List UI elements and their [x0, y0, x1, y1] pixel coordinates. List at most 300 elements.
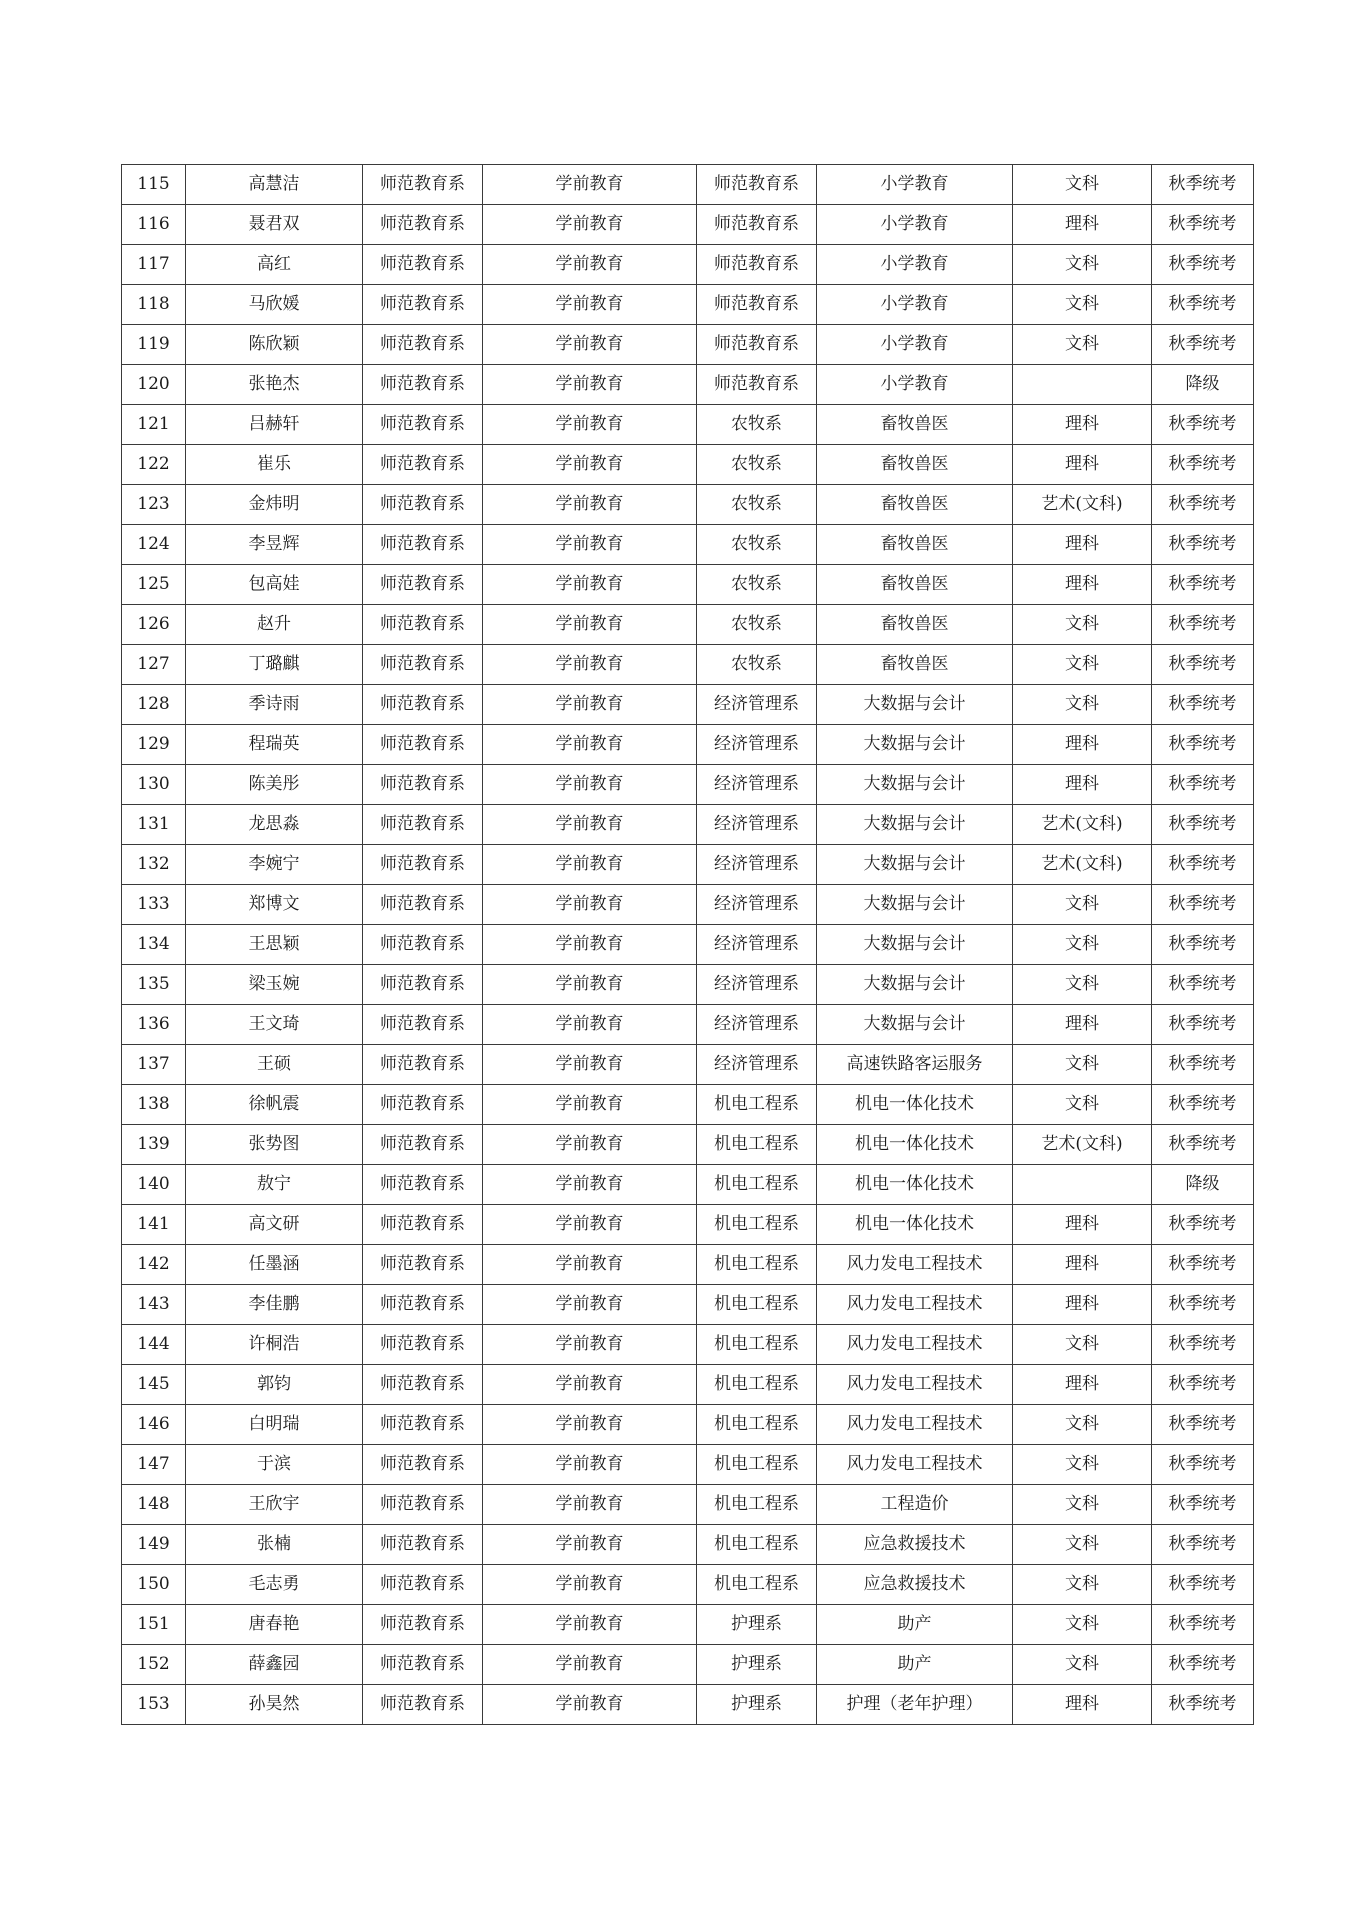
- cell-subject-category: 理科: [1013, 445, 1152, 485]
- cell-status: 降级: [1152, 365, 1254, 405]
- cell-target-major: 工程造价: [817, 1485, 1013, 1525]
- cell-index: 126: [122, 605, 186, 645]
- cell-original-department: 师范教育系: [363, 805, 483, 845]
- cell-target-major: 小学教育: [817, 285, 1013, 325]
- cell-target-major: 风力发电工程技术: [817, 1285, 1013, 1325]
- cell-target-major: 风力发电工程技术: [817, 1325, 1013, 1365]
- cell-original-department: 师范教育系: [363, 205, 483, 245]
- cell-target-major: 小学教育: [817, 325, 1013, 365]
- cell-target-department: 护理系: [697, 1685, 817, 1725]
- cell-original-department: 师范教育系: [363, 405, 483, 445]
- cell-subject-category: [1013, 365, 1152, 405]
- cell-original-department: 师范教育系: [363, 1525, 483, 1565]
- table-row: [122, 445, 1254, 485]
- cell-subject-category: 理科: [1013, 405, 1152, 445]
- table-row: [122, 1205, 1254, 1245]
- cell-target-department: 农牧系: [697, 645, 817, 685]
- cell-target-department: 师范教育系: [697, 285, 817, 325]
- cell-target-department: 经济管理系: [697, 1045, 817, 1085]
- table-row: [122, 285, 1254, 325]
- cell-index: 133: [122, 885, 186, 925]
- cell-original-department: 师范教育系: [363, 1565, 483, 1605]
- cell-original-department: 师范教育系: [363, 1165, 483, 1205]
- cell-original-major: 学前教育: [483, 1005, 697, 1045]
- cell-name: 吕赫轩: [186, 405, 363, 445]
- cell-status: 秋季统考: [1152, 1485, 1254, 1525]
- cell-name: 高红: [186, 245, 363, 285]
- cell-target-department: 农牧系: [697, 445, 817, 485]
- cell-subject-category: 理科: [1013, 725, 1152, 765]
- cell-target-major: 风力发电工程技术: [817, 1445, 1013, 1485]
- cell-target-department: 机电工程系: [697, 1485, 817, 1525]
- table-row: [122, 405, 1254, 445]
- cell-target-department: 机电工程系: [697, 1405, 817, 1445]
- cell-name: 丁璐麒: [186, 645, 363, 685]
- cell-name: 孙昊然: [186, 1685, 363, 1725]
- cell-original-major: 学前教育: [483, 1365, 697, 1405]
- cell-original-major: 学前教育: [483, 1125, 697, 1165]
- cell-target-department: 农牧系: [697, 405, 817, 445]
- cell-name: 李佳鹏: [186, 1285, 363, 1325]
- cell-index: 140: [122, 1165, 186, 1205]
- cell-name: 高慧洁: [186, 165, 363, 205]
- cell-original-department: 师范教育系: [363, 1485, 483, 1525]
- cell-original-major: 学前教育: [483, 885, 697, 925]
- cell-original-department: 师范教育系: [363, 885, 483, 925]
- cell-subject-category: 文科: [1013, 605, 1152, 645]
- cell-index: 120: [122, 365, 186, 405]
- cell-original-department: 师范教育系: [363, 1445, 483, 1485]
- cell-target-department: 经济管理系: [697, 965, 817, 1005]
- cell-original-department: 师范教育系: [363, 1365, 483, 1405]
- cell-subject-category: 理科: [1013, 1205, 1152, 1245]
- cell-name: 王思颖: [186, 925, 363, 965]
- cell-original-major: 学前教育: [483, 1685, 697, 1725]
- cell-subject-category: 文科: [1013, 1485, 1152, 1525]
- cell-status: 秋季统考: [1152, 1085, 1254, 1125]
- cell-original-major: 学前教育: [483, 1485, 697, 1525]
- table-row: [122, 1365, 1254, 1405]
- table-row: [122, 1565, 1254, 1605]
- cell-index: 131: [122, 805, 186, 845]
- cell-target-major: 畜牧兽医: [817, 645, 1013, 685]
- cell-original-department: 师范教育系: [363, 645, 483, 685]
- cell-name: 张势图: [186, 1125, 363, 1165]
- cell-name: 聂君双: [186, 205, 363, 245]
- cell-original-department: 师范教育系: [363, 1245, 483, 1285]
- cell-original-department: 师范教育系: [363, 565, 483, 605]
- cell-index: 115: [122, 165, 186, 205]
- cell-original-department: 师范教育系: [363, 605, 483, 645]
- cell-index: 135: [122, 965, 186, 1005]
- cell-target-major: 大数据与会计: [817, 885, 1013, 925]
- cell-target-department: 机电工程系: [697, 1205, 817, 1245]
- cell-status: 秋季统考: [1152, 525, 1254, 565]
- table-row: [122, 365, 1254, 405]
- cell-index: 143: [122, 1285, 186, 1325]
- cell-original-major: 学前教育: [483, 1085, 697, 1125]
- cell-target-department: 护理系: [697, 1645, 817, 1685]
- cell-original-major: 学前教育: [483, 1325, 697, 1365]
- cell-index: 149: [122, 1525, 186, 1565]
- cell-subject-category: 文科: [1013, 925, 1152, 965]
- cell-index: 144: [122, 1325, 186, 1365]
- cell-subject-category: 文科: [1013, 325, 1152, 365]
- cell-subject-category: 文科: [1013, 645, 1152, 685]
- cell-index: 122: [122, 445, 186, 485]
- cell-index: 132: [122, 845, 186, 885]
- cell-subject-category: 艺术(文科): [1013, 845, 1152, 885]
- cell-status: 秋季统考: [1152, 1045, 1254, 1085]
- cell-original-major: 学前教育: [483, 1205, 697, 1245]
- cell-name: 徐帆震: [186, 1085, 363, 1125]
- cell-index: 121: [122, 405, 186, 445]
- cell-original-department: 师范教育系: [363, 925, 483, 965]
- cell-index: 142: [122, 1245, 186, 1285]
- cell-original-major: 学前教育: [483, 765, 697, 805]
- table-body: [122, 165, 1254, 1725]
- cell-subject-category: 文科: [1013, 1605, 1152, 1645]
- cell-status: 秋季统考: [1152, 1245, 1254, 1285]
- cell-target-department: 经济管理系: [697, 805, 817, 845]
- cell-name: 张楠: [186, 1525, 363, 1565]
- table-row: [122, 1645, 1254, 1685]
- cell-status: 秋季统考: [1152, 565, 1254, 605]
- cell-original-department: 师范教育系: [363, 1285, 483, 1325]
- cell-target-department: 农牧系: [697, 605, 817, 645]
- cell-index: 116: [122, 205, 186, 245]
- table-row: [122, 1245, 1254, 1285]
- cell-subject-category: 理科: [1013, 1285, 1152, 1325]
- cell-status: 秋季统考: [1152, 245, 1254, 285]
- cell-subject-category: 文科: [1013, 885, 1152, 925]
- table-row: [122, 805, 1254, 845]
- cell-original-department: 师范教育系: [363, 1605, 483, 1645]
- cell-name: 王硕: [186, 1045, 363, 1085]
- cell-status: 秋季统考: [1152, 405, 1254, 445]
- table-row: [122, 325, 1254, 365]
- cell-target-department: 机电工程系: [697, 1565, 817, 1605]
- cell-target-department: 农牧系: [697, 565, 817, 605]
- table-row: [122, 165, 1254, 205]
- table-row: [122, 1445, 1254, 1485]
- cell-target-major: 大数据与会计: [817, 965, 1013, 1005]
- cell-name: 包高娃: [186, 565, 363, 605]
- cell-index: 148: [122, 1485, 186, 1525]
- cell-index: 150: [122, 1565, 186, 1605]
- cell-index: 117: [122, 245, 186, 285]
- table-row: [122, 1485, 1254, 1525]
- cell-target-major: 风力发电工程技术: [817, 1365, 1013, 1405]
- cell-target-department: 经济管理系: [697, 845, 817, 885]
- cell-name: 龙思淼: [186, 805, 363, 845]
- cell-original-department: 师范教育系: [363, 525, 483, 565]
- cell-original-major: 学前教育: [483, 245, 697, 285]
- cell-original-major: 学前教育: [483, 685, 697, 725]
- cell-target-department: 护理系: [697, 1605, 817, 1645]
- cell-index: 146: [122, 1405, 186, 1445]
- cell-target-department: 师范教育系: [697, 245, 817, 285]
- cell-original-department: 师范教育系: [363, 1085, 483, 1125]
- cell-original-department: 师范教育系: [363, 685, 483, 725]
- cell-name: 马欣媛: [186, 285, 363, 325]
- cell-index: 128: [122, 685, 186, 725]
- cell-index: 129: [122, 725, 186, 765]
- cell-status: 秋季统考: [1152, 1205, 1254, 1245]
- cell-index: 134: [122, 925, 186, 965]
- cell-target-major: 畜牧兽医: [817, 605, 1013, 645]
- cell-original-major: 学前教育: [483, 565, 697, 605]
- cell-target-major: 畜牧兽医: [817, 565, 1013, 605]
- table-row: [122, 1165, 1254, 1205]
- cell-original-major: 学前教育: [483, 1405, 697, 1445]
- cell-original-major: 学前教育: [483, 1605, 697, 1645]
- table-row: [122, 1085, 1254, 1125]
- cell-name: 郑博文: [186, 885, 363, 925]
- cell-subject-category: 理科: [1013, 205, 1152, 245]
- cell-status: 秋季统考: [1152, 1285, 1254, 1325]
- cell-original-major: 学前教育: [483, 965, 697, 1005]
- cell-status: 秋季统考: [1152, 1365, 1254, 1405]
- cell-original-major: 学前教育: [483, 1565, 697, 1605]
- cell-original-department: 师范教育系: [363, 285, 483, 325]
- cell-status: 秋季统考: [1152, 845, 1254, 885]
- cell-original-major: 学前教育: [483, 205, 697, 245]
- table-row: [122, 925, 1254, 965]
- cell-status: 秋季统考: [1152, 1565, 1254, 1605]
- cell-target-department: 机电工程系: [697, 1525, 817, 1565]
- cell-target-department: 经济管理系: [697, 925, 817, 965]
- cell-name: 任墨涵: [186, 1245, 363, 1285]
- cell-original-department: 师范教育系: [363, 965, 483, 1005]
- cell-status: 秋季统考: [1152, 1325, 1254, 1365]
- table-row: [122, 1005, 1254, 1045]
- cell-subject-category: 理科: [1013, 525, 1152, 565]
- cell-status: 秋季统考: [1152, 1005, 1254, 1045]
- cell-target-department: 机电工程系: [697, 1325, 817, 1365]
- cell-index: 153: [122, 1685, 186, 1725]
- cell-target-department: 师范教育系: [697, 325, 817, 365]
- cell-name: 崔乐: [186, 445, 363, 485]
- cell-original-major: 学前教育: [483, 445, 697, 485]
- cell-status: 秋季统考: [1152, 965, 1254, 1005]
- cell-subject-category: 理科: [1013, 1005, 1152, 1045]
- cell-name: 李昱辉: [186, 525, 363, 565]
- document-page: [121, 164, 1254, 1725]
- table-row: [122, 725, 1254, 765]
- cell-target-department: 机电工程系: [697, 1245, 817, 1285]
- cell-original-major: 学前教育: [483, 1245, 697, 1285]
- cell-original-department: 师范教育系: [363, 325, 483, 365]
- cell-subject-category: 文科: [1013, 1405, 1152, 1445]
- table-row: [122, 245, 1254, 285]
- cell-status: 秋季统考: [1152, 1685, 1254, 1725]
- cell-target-major: 大数据与会计: [817, 725, 1013, 765]
- cell-original-major: 学前教育: [483, 165, 697, 205]
- cell-target-major: 机电一体化技术: [817, 1125, 1013, 1165]
- table-row: [122, 1685, 1254, 1725]
- cell-index: 125: [122, 565, 186, 605]
- cell-target-department: 农牧系: [697, 485, 817, 525]
- table-row: [122, 965, 1254, 1005]
- cell-name: 陈欣颖: [186, 325, 363, 365]
- cell-target-department: 经济管理系: [697, 685, 817, 725]
- table-row: [122, 685, 1254, 725]
- cell-original-department: 师范教育系: [363, 1125, 483, 1165]
- cell-subject-category: 理科: [1013, 765, 1152, 805]
- cell-status: 秋季统考: [1152, 1645, 1254, 1685]
- cell-status: 秋季统考: [1152, 205, 1254, 245]
- cell-target-major: 大数据与会计: [817, 845, 1013, 885]
- cell-index: 151: [122, 1605, 186, 1645]
- cell-target-department: 机电工程系: [697, 1365, 817, 1405]
- cell-index: 137: [122, 1045, 186, 1085]
- cell-original-department: 师范教育系: [363, 245, 483, 285]
- cell-target-department: 机电工程系: [697, 1285, 817, 1325]
- table-row: [122, 1525, 1254, 1565]
- cell-status: 秋季统考: [1152, 685, 1254, 725]
- cell-target-major: 机电一体化技术: [817, 1205, 1013, 1245]
- cell-subject-category: 理科: [1013, 1245, 1152, 1285]
- cell-index: 124: [122, 525, 186, 565]
- cell-original-major: 学前教育: [483, 285, 697, 325]
- cell-status: 秋季统考: [1152, 765, 1254, 805]
- cell-original-department: 师范教育系: [363, 445, 483, 485]
- table-row: [122, 765, 1254, 805]
- table-row: [122, 525, 1254, 565]
- cell-subject-category: 文科: [1013, 1565, 1152, 1605]
- cell-subject-category: 文科: [1013, 1525, 1152, 1565]
- cell-target-department: 师范教育系: [697, 365, 817, 405]
- cell-status: 秋季统考: [1152, 1525, 1254, 1565]
- cell-target-major: 小学教育: [817, 245, 1013, 285]
- cell-subject-category: 理科: [1013, 1365, 1152, 1405]
- cell-name: 陈美彤: [186, 765, 363, 805]
- cell-status: 秋季统考: [1152, 1445, 1254, 1485]
- table-row: [122, 1285, 1254, 1325]
- cell-target-major: 大数据与会计: [817, 1005, 1013, 1045]
- cell-original-department: 师范教育系: [363, 1005, 483, 1045]
- table-row: [122, 485, 1254, 525]
- cell-index: 141: [122, 1205, 186, 1245]
- cell-original-major: 学前教育: [483, 405, 697, 445]
- cell-original-major: 学前教育: [483, 645, 697, 685]
- cell-target-major: 小学教育: [817, 165, 1013, 205]
- cell-status: 秋季统考: [1152, 1605, 1254, 1645]
- cell-subject-category: [1013, 1165, 1152, 1205]
- cell-name: 季诗雨: [186, 685, 363, 725]
- cell-original-department: 师范教育系: [363, 1045, 483, 1085]
- cell-target-department: 经济管理系: [697, 765, 817, 805]
- cell-subject-category: 文科: [1013, 245, 1152, 285]
- cell-original-major: 学前教育: [483, 525, 697, 565]
- cell-target-major: 畜牧兽医: [817, 405, 1013, 445]
- cell-name: 梁玉婉: [186, 965, 363, 1005]
- cell-original-department: 师范教育系: [363, 1405, 483, 1445]
- cell-original-department: 师范教育系: [363, 165, 483, 205]
- cell-original-department: 师范教育系: [363, 725, 483, 765]
- cell-target-major: 小学教育: [817, 205, 1013, 245]
- cell-status: 秋季统考: [1152, 885, 1254, 925]
- cell-name: 毛志勇: [186, 1565, 363, 1605]
- cell-original-major: 学前教育: [483, 1045, 697, 1085]
- cell-subject-category: 文科: [1013, 1325, 1152, 1365]
- table-row: [122, 1125, 1254, 1165]
- cell-name: 张艳杰: [186, 365, 363, 405]
- cell-name: 敖宁: [186, 1165, 363, 1205]
- table-row: [122, 645, 1254, 685]
- cell-original-major: 学前教育: [483, 1165, 697, 1205]
- cell-subject-category: 艺术(文科): [1013, 1125, 1152, 1165]
- cell-original-major: 学前教育: [483, 485, 697, 525]
- cell-index: 127: [122, 645, 186, 685]
- cell-name: 郭钧: [186, 1365, 363, 1405]
- cell-original-major: 学前教育: [483, 325, 697, 365]
- cell-original-department: 师范教育系: [363, 1325, 483, 1365]
- table-row: [122, 1045, 1254, 1085]
- cell-name: 于滨: [186, 1445, 363, 1485]
- cell-subject-category: 文科: [1013, 1045, 1152, 1085]
- cell-original-department: 师范教育系: [363, 765, 483, 805]
- cell-subject-category: 文科: [1013, 1085, 1152, 1125]
- cell-index: 145: [122, 1365, 186, 1405]
- cell-name: 高文研: [186, 1205, 363, 1245]
- cell-original-major: 学前教育: [483, 725, 697, 765]
- cell-status: 秋季统考: [1152, 165, 1254, 205]
- cell-subject-category: 理科: [1013, 1685, 1152, 1725]
- cell-target-department: 机电工程系: [697, 1085, 817, 1125]
- cell-subject-category: 文科: [1013, 965, 1152, 1005]
- cell-target-major: 护理（老年护理）: [817, 1685, 1013, 1725]
- cell-original-department: 师范教育系: [363, 845, 483, 885]
- cell-name: 薛鑫园: [186, 1645, 363, 1685]
- cell-target-major: 大数据与会计: [817, 765, 1013, 805]
- cell-target-major: 畜牧兽医: [817, 445, 1013, 485]
- cell-subject-category: 文科: [1013, 1645, 1152, 1685]
- table-row: [122, 1325, 1254, 1365]
- cell-subject-category: 艺术(文科): [1013, 485, 1152, 525]
- cell-name: 程瑞英: [186, 725, 363, 765]
- cell-original-major: 学前教育: [483, 925, 697, 965]
- table-row: [122, 1605, 1254, 1645]
- table-row: [122, 845, 1254, 885]
- cell-index: 118: [122, 285, 186, 325]
- cell-target-major: 风力发电工程技术: [817, 1245, 1013, 1285]
- cell-name: 白明瑞: [186, 1405, 363, 1445]
- cell-target-department: 经济管理系: [697, 1005, 817, 1045]
- cell-status: 秋季统考: [1152, 725, 1254, 765]
- cell-subject-category: 文科: [1013, 1445, 1152, 1485]
- cell-status: 秋季统考: [1152, 925, 1254, 965]
- cell-status: 降级: [1152, 1165, 1254, 1205]
- cell-target-major: 小学教育: [817, 365, 1013, 405]
- cell-status: 秋季统考: [1152, 445, 1254, 485]
- cell-index: 152: [122, 1645, 186, 1685]
- cell-target-major: 助产: [817, 1645, 1013, 1685]
- cell-name: 赵升: [186, 605, 363, 645]
- cell-original-major: 学前教育: [483, 805, 697, 845]
- cell-target-major: 机电一体化技术: [817, 1085, 1013, 1125]
- cell-target-major: 应急救援技术: [817, 1525, 1013, 1565]
- cell-index: 119: [122, 325, 186, 365]
- cell-target-major: 畜牧兽医: [817, 525, 1013, 565]
- cell-original-department: 师范教育系: [363, 485, 483, 525]
- cell-original-major: 学前教育: [483, 605, 697, 645]
- cell-status: 秋季统考: [1152, 485, 1254, 525]
- cell-status: 秋季统考: [1152, 1405, 1254, 1445]
- cell-target-department: 经济管理系: [697, 725, 817, 765]
- cell-status: 秋季统考: [1152, 285, 1254, 325]
